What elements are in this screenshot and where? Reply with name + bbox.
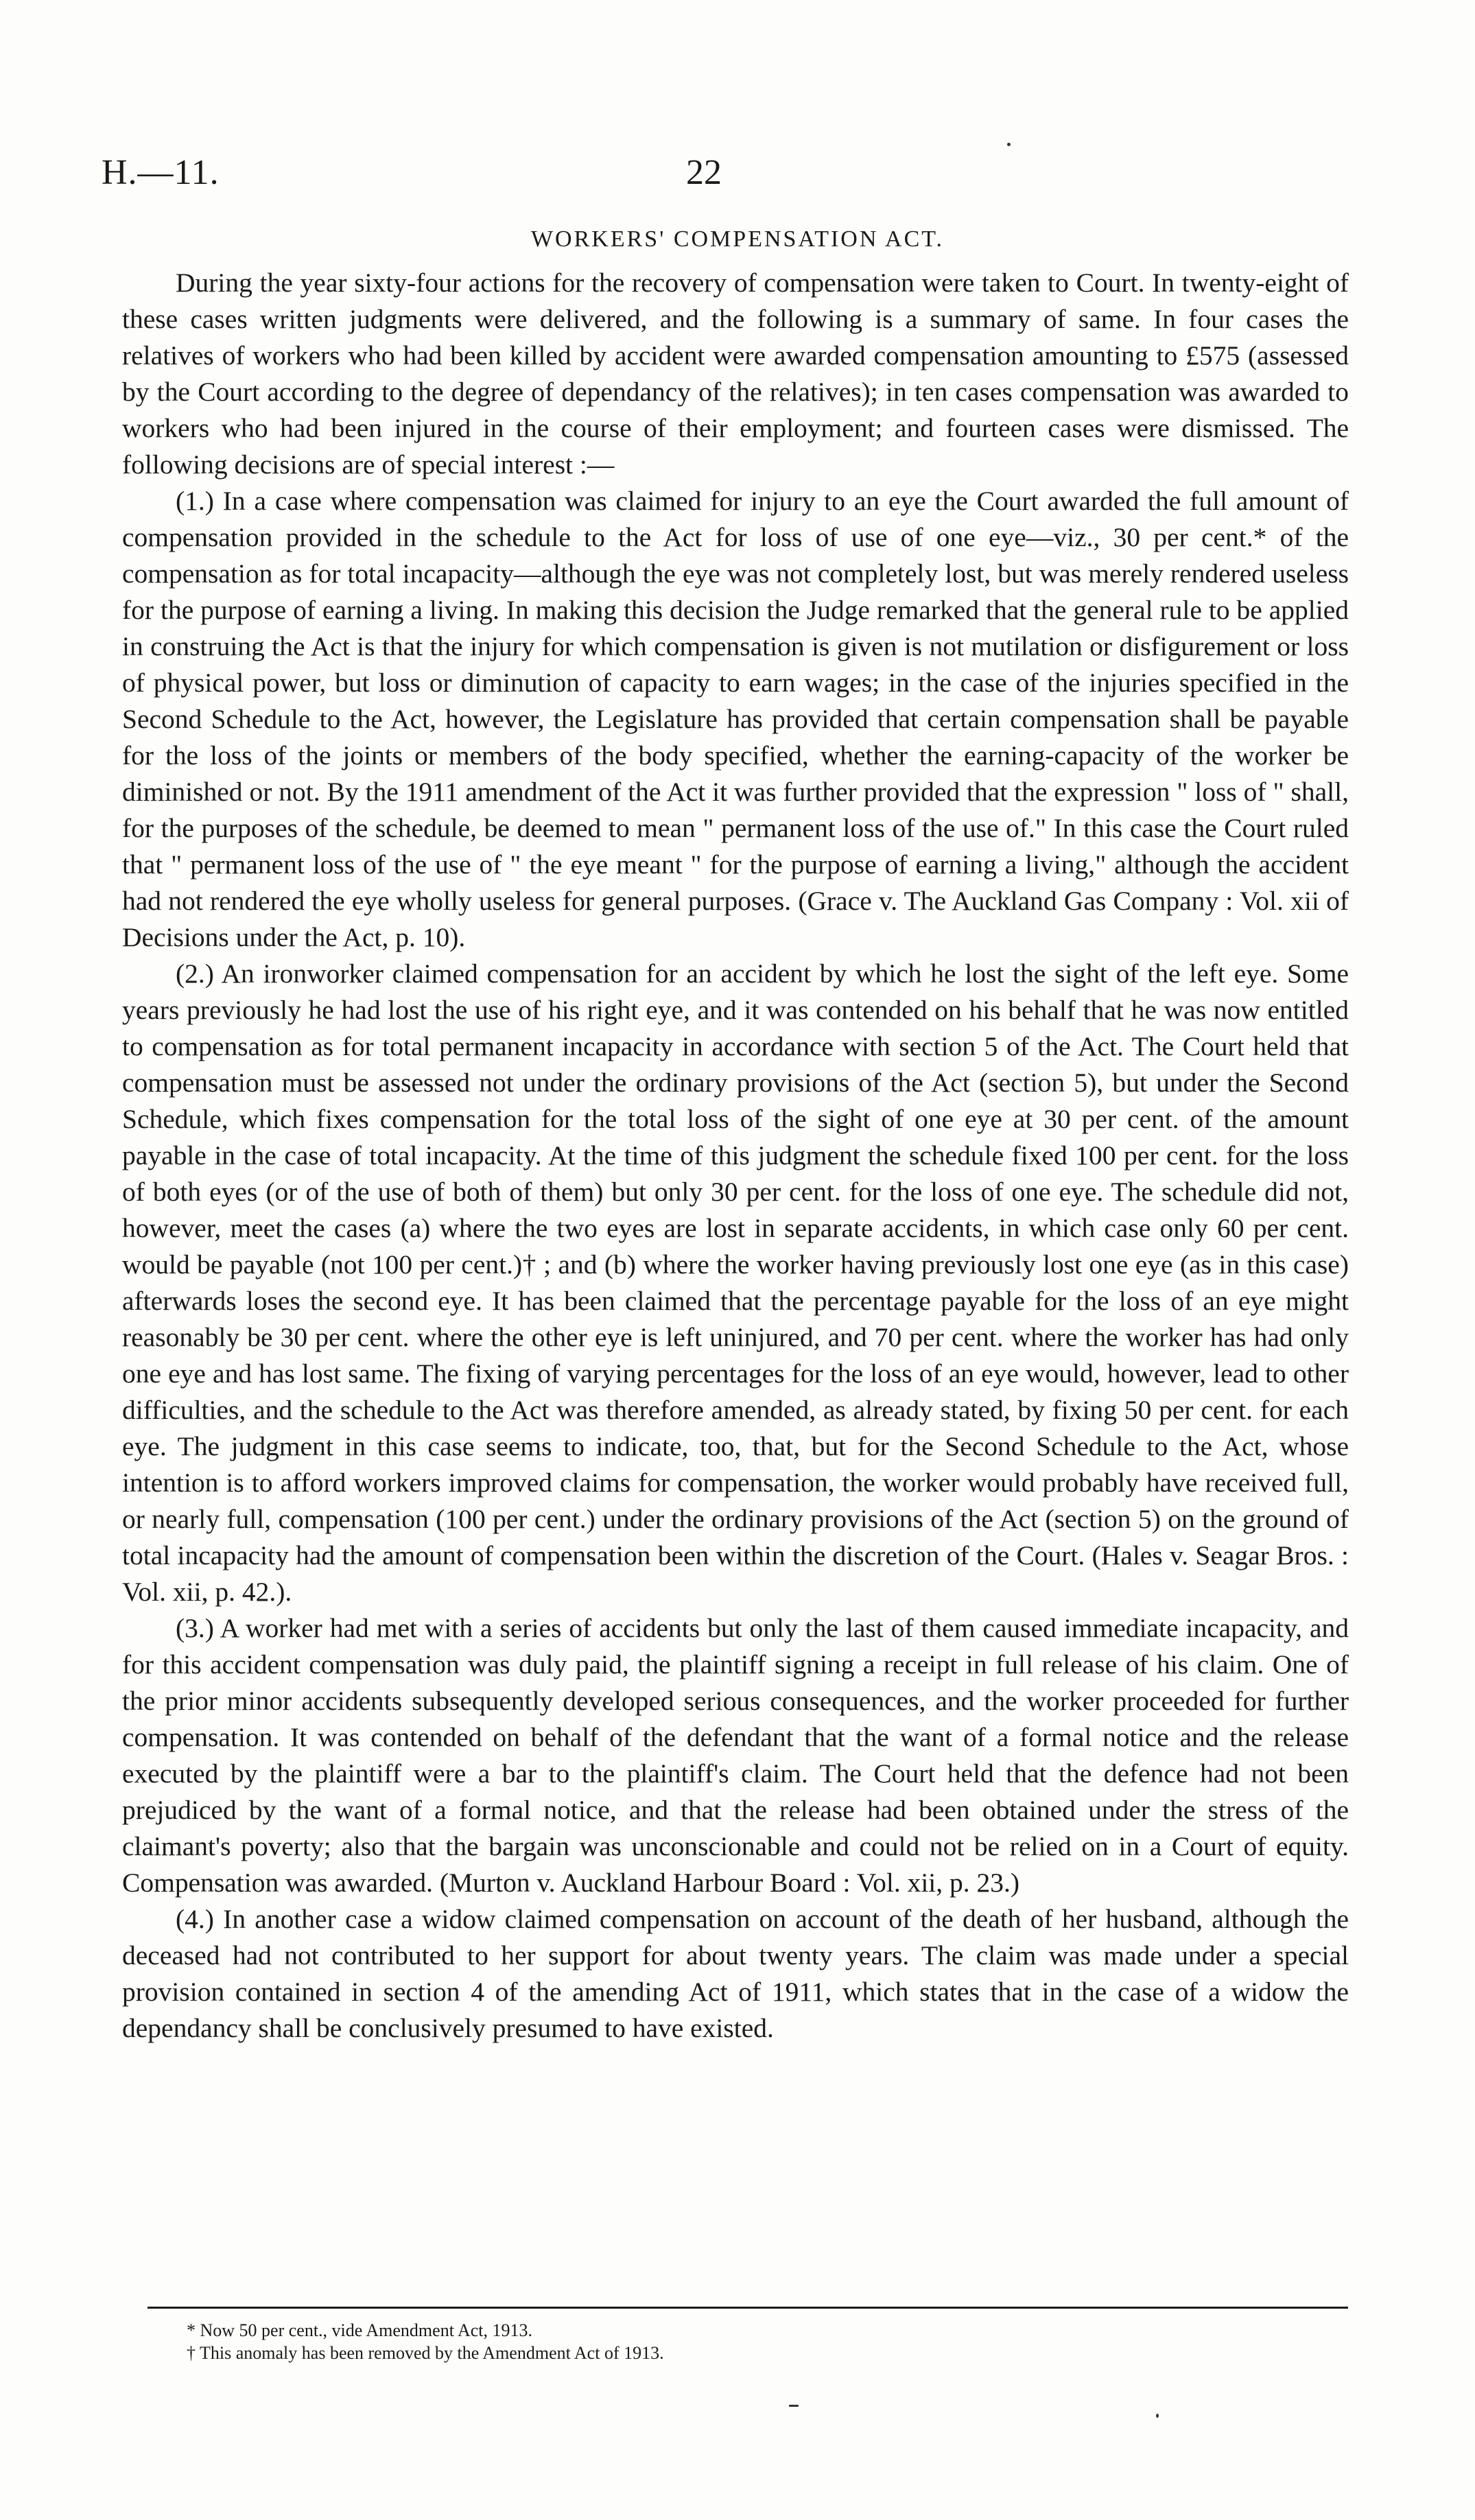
scan-speck [789, 2405, 799, 2407]
footnote-divider [148, 2307, 1348, 2309]
footnote-1: * Now 50 per cent., vide Amendment Act, 1913. [187, 2320, 533, 2340]
scan-speck [1156, 2414, 1159, 2418]
body-text [122, 265, 1349, 2047]
scan-speck [1007, 143, 1011, 146]
report-reference: H.—11. [102, 153, 220, 192]
page-number: 22 [686, 153, 722, 192]
section-title: WORKERS' COMPENSATION ACT. [530, 226, 945, 252]
case-1-paragraph: (1.) In a case where compensation was claimed for injury to an eye the Court awarded the full amount of compensation provided in the schedule to the Act for loss of use of one eye—viz., 30 per cent.* of the compensation as for total incapacity—although the eye was not completely lost, but was merely rendered useless for the purpose of earning a living. In making this decision the Judge remarked that the general rule to be applied in construing the Act is that the injury for which compensation is given is not mutilation or disfigurement or loss of physical power, but loss or diminution of capacity to earn wages; in the case of the injuries specified in the Second Schedule to the Act, however, the Legislature has provided that certain compensation shall be payable for the loss of the joints or members of the body specified, whether the earning-capacity of the worker be diminished or not. By the 1911 amendment of the Act it was further provided that the expression " loss of " shall, for the purposes of the schedule, be deemed to mean " permanent loss of the use of." In this case the Court ruled that " permanent loss of the use of " the eye meant " for the purpose of earning a living," although the accident had not rendered the eye wholly useless for general purposes. (Grace v. The Auckland Gas Company : Vol. xii of Decisions under the Act, p. 10). [122, 486, 1349, 952]
footnote-2: † This anomaly has been removed by the Amendment Act of 1913. [187, 2343, 664, 2363]
footnotes [187, 2319, 664, 2364]
intro-paragraph: During the year sixty-four actions for the recovery of compensation were taken to Court. In twenty-eight of these cases written judgments were delivered, and the following is a summary of same. In four cases the relatives of workers who had been killed by accident were awarded compensation amounting to £575 (assessed by the Court according to the degree of dependancy of the relatives); in ten cases compensation was awarded to workers who had been injured in the course of their employment; and fourteen cases were dismissed. The following decisions are of special interest :— [122, 268, 1349, 480]
case-3-paragraph: (3.) A worker had met with a series of accidents but only the last of them caused immediate incapacity, and for this accident compensation was duly paid, the plaintiff signing a receipt in full release of his claim. One of the prior minor accidents subsequently developed serious consequences, and the worker proceeded for further compensation. It was contended on behalf of the defendant that the want of a formal notice and the release executed by the plaintiff were a bar to the plaintiff's claim. The Court held that the defence had not been prejudiced by the want of a formal notice, and that the release had been obtained under the stress of the claimant's poverty; also that the bargain was unconscionable and could not be relied on in a Court of equity. Compensation was awarded. (Murton v. Auckland Harbour Board : Vol. xii, p. 23.) [122, 1613, 1349, 1898]
case-2-paragraph: (2.) An ironworker claimed compensation for an accident by which he lost the sight of the left eye. Some years previously he had lost the use of his right eye, and it was contended on his behalf that he was now entitled to compensation as for total permanent incapacity in accordance with section 5 of the Act. The Court held that compensation must be assessed not under the ordinary provisions of the Act (section 5), but under the Second Schedule, which fixes compensation for the total loss of the sight of one eye at 30 per cent. of the amount payable in the case of total incapacity. At the time of this judgment the schedule fixed 100 per cent. for the loss of both eyes (or of the use of both of them) but only 30 per cent. for the loss of one eye. The schedule did not, however, meet the cases (a) where the two eyes are lost in separate accidents, in which case only 60 per cent. would be payable (not 100 per cent.)† ; and (b) where the worker having previously lost one eye (as in this case) afterwards loses the second eye. It has been claimed that the percentage payable for the loss of an eye might reasonably be 30 per cent. where the other eye is left uninjured, and 70 per cent. where the worker has had only one eye and has lost same. The fixing of varying percentages for the loss of an eye would, however, lead to other difficulties, and the schedule to the Act was therefore amended, as already stated, by fixing 50 per cent. for each eye. The judgment in this case seems to indicate, too, that, but for the Second Schedule to the Act, whose intention is to afford workers improved claims for compensation, the worker would probably have received full, or nearly full, compensation (100 per cent.) under the ordinary provisions of the Act (section 5) on the ground of total incapacity had the amount of compensation been within the discretion of the Court. (Hales v. Seagar Bros. : Vol. xii, p. 42.). [122, 958, 1349, 1607]
case-4-paragraph: (4.) In another case a widow claimed compensation on account of the death of her husband, although the deceased had not contributed to her support for about twenty years. The claim was made under a special provision contained in section 4 of the amending Act of 1911, which states that in the case of a widow the dependancy shall be conclusively presumed to have existed. [122, 1904, 1349, 2043]
